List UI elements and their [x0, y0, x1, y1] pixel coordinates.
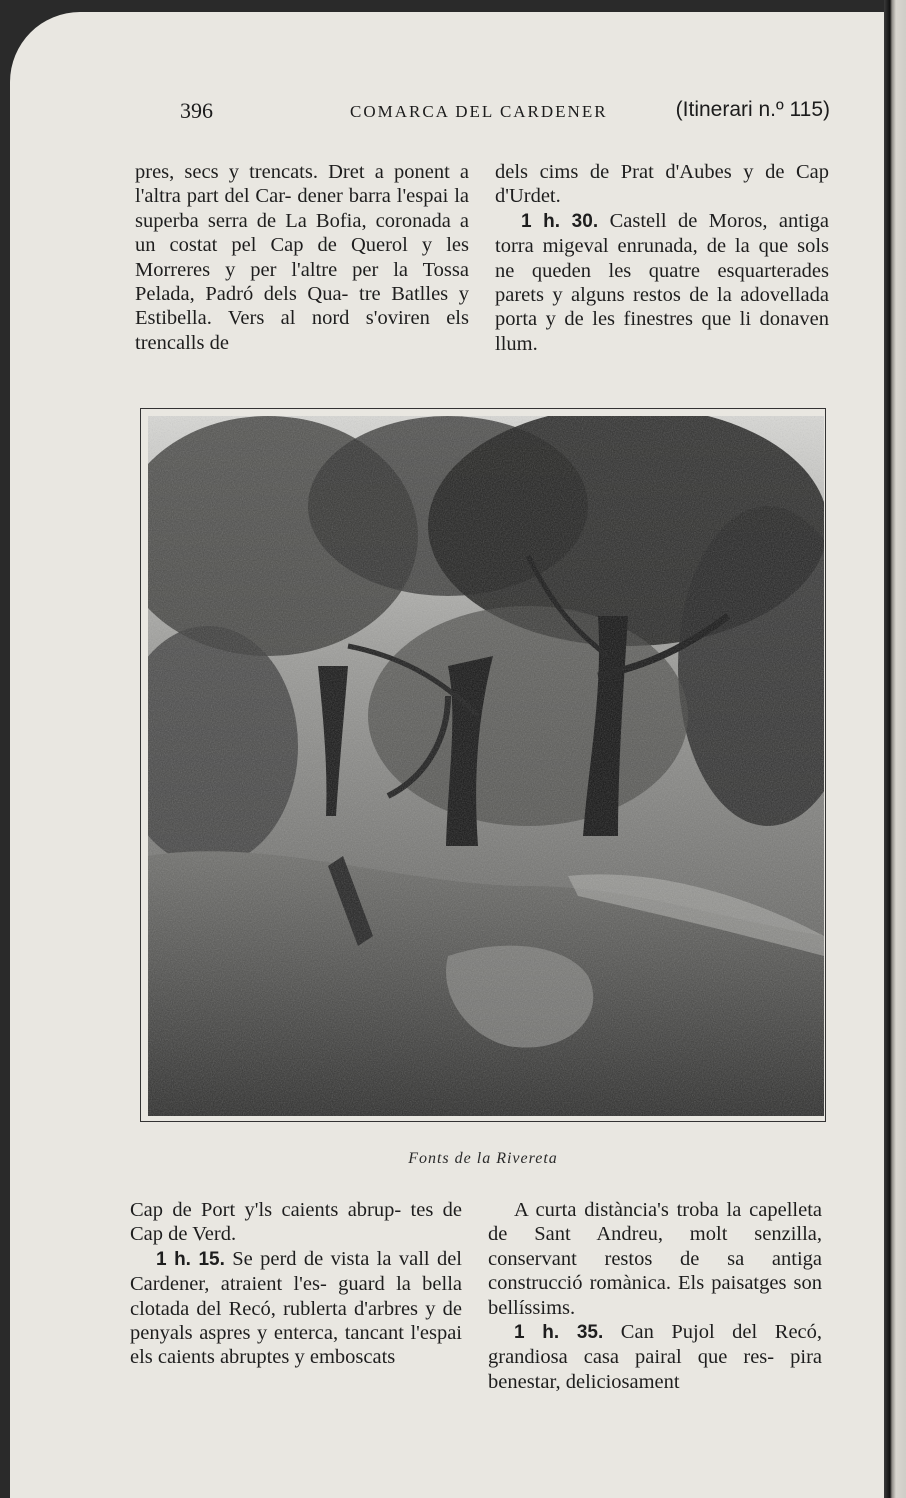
itinerary-label: (Itinerari n.º 115) — [675, 98, 830, 121]
text-line: els caients abruptes y emboscats — [130, 1346, 396, 1369]
column-bottom-right — [488, 1198, 822, 1394]
entry-time: 1 h. 30. — [521, 210, 599, 232]
page-number: 396 — [180, 98, 213, 123]
text-line: de Cap d'Urdet. — [495, 161, 829, 208]
text-line: senzilla, conservant restos de sa — [488, 1223, 823, 1270]
text-line: les Morreres y per l'altre per la — [135, 234, 469, 281]
text-line: aspres y enterca, tancant l'espai — [199, 1322, 462, 1345]
text-line: guard la bella clotada del Recó, — [130, 1273, 463, 1320]
text-line: alguns restos de la adovellada — [571, 284, 830, 307]
text-line: grandiosa casa pairal que res- — [488, 1346, 775, 1369]
text-line: Els paisatges son bellíssims. — [488, 1272, 822, 1319]
text-line: serra de La Bofia, coronada a — [207, 209, 469, 232]
text-line: dels cims de Prat d'Aubes y — [495, 161, 754, 183]
text-line: de la que sols ne queden les — [495, 235, 830, 282]
text-line: quatre esquarterades parets y — [495, 259, 829, 307]
next-page-edge — [884, 0, 906, 1498]
text-line: Tossa Pelada, Padró dels Qua- — [135, 258, 469, 306]
entry-title: Se perd de vista la — [232, 1247, 392, 1270]
column-top-left — [135, 160, 469, 355]
text-line: pira benestar, deliciosament — [488, 1346, 822, 1393]
text-line: A curta distància's troba la — [514, 1199, 742, 1221]
entry-title: Castell de Moros, — [609, 209, 768, 232]
forest-photograph — [148, 416, 824, 1116]
column-top-right — [495, 160, 829, 356]
text-line: tre Batlles y Estibella. Vers al — [135, 283, 469, 330]
entry-time: 1 h. 35. — [514, 1322, 604, 1344]
text-line: tes de Cap de Verd. — [130, 1199, 462, 1246]
entry-time: 1 h. 15. — [156, 1248, 225, 1270]
text-line: nord s'oviren els trencalls de — [135, 307, 469, 354]
running-header — [170, 98, 830, 128]
running-title: COMARCA DEL CARDENER — [350, 102, 608, 121]
text-line: ponent a l'altra part del Car- — [135, 161, 470, 208]
column-bottom-left — [130, 1198, 462, 1370]
text-line: pres, secs y trencats. Dret a — [135, 161, 384, 183]
entry-title: Can Pujol del Recó, — [620, 1321, 823, 1344]
text-line: porta y de les finestres que li — [495, 308, 752, 331]
text-line: vall del Cardener, atraient l'es- — [130, 1247, 462, 1296]
text-line: donaven llum. — [495, 308, 829, 355]
text-line: antiga torra migeval enrunada, — [495, 209, 830, 258]
text-line: antiga construcció romànica. — [488, 1247, 822, 1295]
text-line: un costat pel Cap de Querol y — [135, 234, 433, 257]
text-line: dener barra l'espai la superba — [135, 185, 469, 232]
text-line: Cap de Port y'ls caients abrup- — [130, 1199, 402, 1221]
text-line: rublerta d'arbres y de penyals — [130, 1297, 462, 1345]
text-line: capelleta de Sant Andreu, molt — [488, 1199, 822, 1246]
figure-caption: Fonts de la Rivereta — [408, 1150, 558, 1167]
